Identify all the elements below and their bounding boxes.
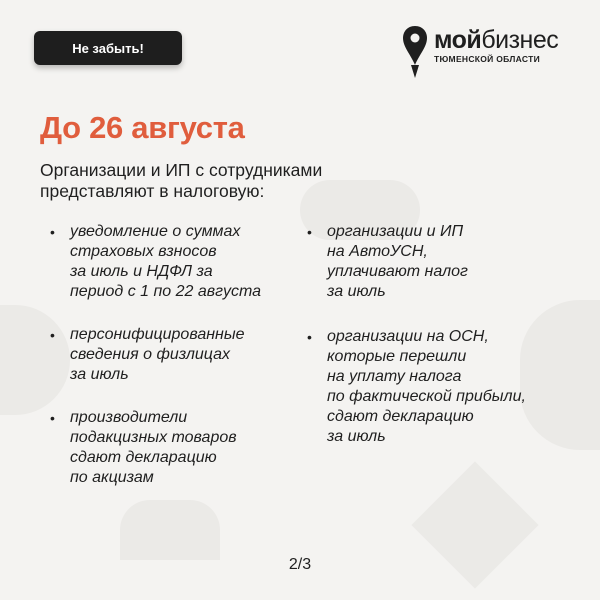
left-list (50, 222, 280, 511)
page-title: До 26 августа (40, 110, 245, 145)
reminder-badge: Не забыть! (34, 31, 182, 65)
list-item: • уведомление о суммах страховых взносов за июль и НДФЛ за период с 1 по 22 августа (50, 222, 280, 302)
logo-subtitle: ТЮМЕНСКОЙ ОБЛАСТИ (434, 54, 540, 64)
location-pin-rocket-icon (402, 25, 428, 79)
logo-wordmark: мойбизнес (434, 26, 559, 54)
list-item: • организации и ИП на АвтоУСН, уплачивают налог за июль (307, 222, 557, 302)
list-item: • персонифицированные сведения о физлицах за июль (50, 325, 280, 385)
intro-text (40, 160, 400, 202)
logo (402, 25, 558, 79)
list-item: • организации на ОСН, которые перешли на уплату налога по фактической прибыли, сдают декларацию за июль (307, 327, 557, 447)
right-list (307, 222, 557, 472)
intro-line: представляют в налоговую: (40, 181, 265, 201)
list-item: • производители подакцизных товаров сдают декларацию по акцизам (50, 408, 280, 488)
page-indicator: 2/3 (288, 556, 312, 573)
logo-text (434, 27, 558, 64)
intro-line: Организации и ИП с сотрудниками (40, 160, 323, 180)
